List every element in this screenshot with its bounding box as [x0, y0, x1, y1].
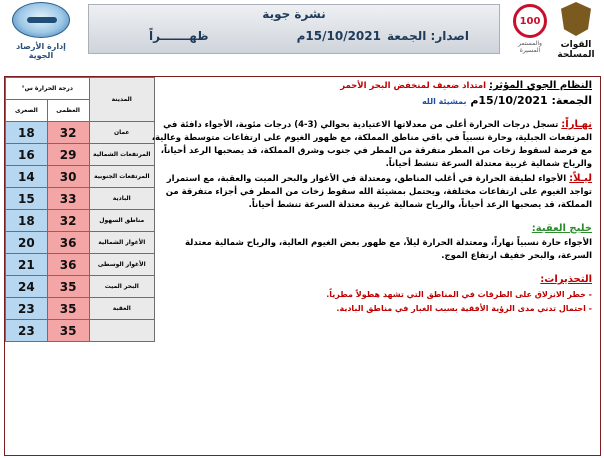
day-blessing: بمشيئة الله: [421, 97, 467, 106]
city-name: المرتفعات الجنوبية: [89, 166, 155, 188]
max-temp: 35: [47, 298, 89, 320]
table-row: [6, 298, 155, 320]
city-name: [89, 320, 155, 342]
weather-system-value: امتداد ضعيف لمنخفض البحر الأحمر: [340, 81, 487, 91]
city-name: الأغوار الوسطى: [89, 254, 155, 276]
temperature-grid: [5, 77, 155, 342]
table-row: [6, 320, 155, 342]
centennial-logo: [510, 4, 550, 58]
airplane-emblem-icon: [12, 2, 70, 38]
crest-caption: القوات المسلحة: [557, 40, 595, 60]
city-name: العقبة: [89, 298, 155, 320]
min-temp: 24: [6, 276, 48, 298]
issue-date: 15/10/2021م: [296, 29, 381, 43]
col-max-header: العظمى: [47, 100, 89, 122]
table-row: [6, 188, 155, 210]
warnings-label: التحذيرات:: [540, 274, 592, 285]
city-name: الأغوار الشمالية: [89, 232, 155, 254]
table-row: [6, 254, 155, 276]
armed-forces-logo: [552, 2, 600, 62]
night-forecast-text: الأجواء لطيفة الحرارة في أغلب المناطق، ومعتدلة في الأغوار والبحر الميت والعقبة، مع استمرار تواجد الغيوم على ارتفاعات مختلفة، ويحتمل بمشيئة الله سقوط زخات من المطر في أجزاء متفرقة من المملكة، قد يصحبها الرعد أحياناً، والرياح شمالية غربية معتدلة السرعة تنشط أحياناً.: [165, 174, 592, 210]
max-temp: 29: [47, 144, 89, 166]
max-temp: 36: [47, 254, 89, 276]
table-row: [6, 122, 155, 144]
city-name: مناطق السهول: [89, 210, 155, 232]
meteorology-logo: [6, 2, 76, 66]
day-line: [150, 94, 592, 108]
col-min-header: الصغرى: [6, 100, 48, 122]
min-temp: 16: [6, 144, 48, 166]
bulletin-body: [4, 76, 601, 456]
min-temp: 18: [6, 210, 48, 232]
aqaba-forecast-text: الأجواء حارة نسبياً نهاراً، ومعتدلة الحرارة ليلاً، مع ظهور بعض الغيوم العالية، والرياح شمالية معتدلة السرعة، والبحر خفيف ارتفاع الموج.: [185, 238, 592, 261]
col-temp-header: درجة الحرارة س°: [6, 78, 90, 100]
agency-name: إدارة الأرصاد الجوية: [16, 42, 66, 60]
min-temp: 15: [6, 188, 48, 210]
max-temp: 36: [47, 232, 89, 254]
aqaba-label: خليج العقبة:: [531, 223, 592, 234]
day-forecast-text: تسجل درجات الحرارة أعلى من معدلاتها الاعتيادية بحوالي (3-4) درجات مئوية، الأجواء دافئة في المرتفعات الجبلية، وحارة نسبياً في باقي مناطق المملكة، مع ظهور الغيوم على ارتفاعات متوسطة وعالية، مع فرصة لسقوط زخات من المطر متفرقة من المطر في جنوب وشرق المملكة، قد يصحبها الرعد أحياناً، والرياح شمالية غربية معتدلة السرعة تنشط أحياناً.: [151, 120, 592, 169]
night-forecast: [150, 172, 592, 212]
day-label: الجمعة:: [551, 94, 592, 107]
forecast-text: [150, 79, 592, 316]
issue-info: [291, 29, 469, 43]
night-forecast-label: ليـلاً:: [569, 173, 592, 184]
col-city-header: المدينة: [89, 78, 155, 122]
title-band: [88, 4, 500, 54]
min-temp: 20: [6, 232, 48, 254]
city-name: عمان: [89, 122, 155, 144]
issue-label: اصدار: الجمعة: [386, 29, 469, 43]
aqaba-section-label: [150, 222, 592, 236]
table-row: [6, 276, 155, 298]
table-row: [6, 232, 155, 254]
day-forecast-label: نهـاراً:: [561, 119, 592, 130]
min-temp: 21: [6, 254, 48, 276]
max-temp: 32: [47, 210, 89, 232]
weather-system-label: النظام الجوي المؤثر:: [488, 80, 592, 91]
centennial-caption: والمستمر المسيرة: [518, 40, 542, 54]
warnings-section-label: [150, 273, 592, 287]
crest-icon: [561, 2, 591, 36]
warning-item-2: - احتمال تدني مدى الرؤية الأفقية بسبب الغبار في مناطق البادية.: [336, 304, 592, 313]
day-date: 15/10/2021م: [470, 94, 548, 107]
table-row: [6, 210, 155, 232]
warning-item-1: - خطر الانزلاق على الطرقات في المناطق التي تشهد هطولاً مطرياً.: [326, 290, 592, 299]
max-temp: 35: [47, 320, 89, 342]
min-temp: 23: [6, 320, 48, 342]
max-temp: 33: [47, 188, 89, 210]
table-row: [6, 144, 155, 166]
temperature-table: [5, 77, 155, 342]
centennial-100-icon: 100: [513, 4, 547, 38]
max-temp: 35: [47, 276, 89, 298]
max-temp: 30: [47, 166, 89, 188]
day-forecast: [150, 118, 592, 171]
min-temp: 23: [6, 298, 48, 320]
min-temp: 18: [6, 122, 48, 144]
bulletin-title: نشرة جوية: [262, 7, 326, 21]
weather-system-line: [150, 79, 592, 93]
table-row: [6, 166, 155, 188]
city-name: البحر الميت: [89, 276, 155, 298]
city-name: البادية: [89, 188, 155, 210]
city-name: المرتفعات الشمالية: [89, 144, 155, 166]
issue-time: ظهـــــــراً: [149, 29, 209, 43]
bulletin-header: [0, 0, 604, 70]
min-temp: 14: [6, 166, 48, 188]
max-temp: 32: [47, 122, 89, 144]
